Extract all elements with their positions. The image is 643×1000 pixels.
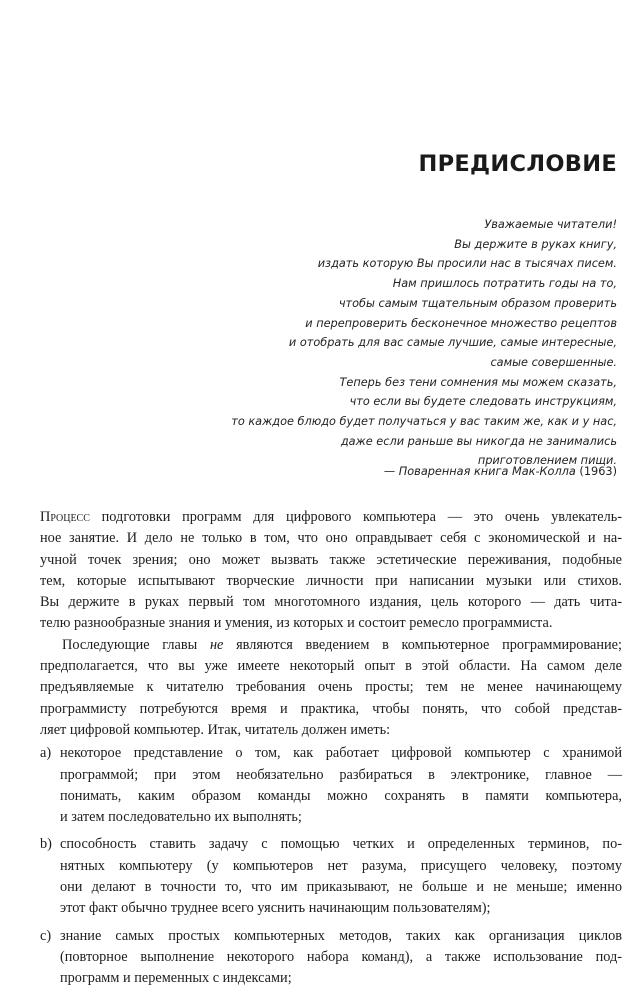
epigraph-line: чтобы самым тщательным образом проверить: [338, 296, 617, 310]
list-marker: b): [40, 836, 52, 853]
epigraph-line: то каждое блюдо будет получаться у вас таким же, как и у нас,: [231, 415, 617, 429]
text-line: программой; при этом необязательно разбираться в электронике, главное —: [60, 766, 622, 783]
text-line: телю разнообразные знания и умения, из которых и состоит ремесло программиста.: [40, 615, 553, 632]
epigraph-line: даже если раньше вы никогда не занимались: [340, 434, 617, 448]
text-line: (повторное выполнение некоторого набора команд), а также использование под-: [60, 948, 622, 965]
epigraph-line: Вы держите в руках книгу,: [454, 237, 617, 251]
epigraph-line: и перепроверить бесконечное множество рецептов: [305, 316, 617, 330]
list-item: [40, 743, 622, 828]
epigraph-line: приготовлением пищи.: [477, 454, 617, 468]
text-line: понимать, каким образом команды можно сохранять в памяти компьютера,: [60, 787, 622, 804]
paragraph-intro: [40, 507, 622, 635]
text-line: [40, 507, 622, 528]
text-line: тем, которые испытывают творческие личности при написании музыки или стихов.: [40, 572, 622, 589]
text-line: ное занятие. И дело не только в том, что оно оправдывает себя с экономической и на-: [40, 530, 622, 547]
paragraph-first-word: Процесс: [40, 509, 90, 525]
paragraph-requirements: [40, 635, 622, 741]
attribution-book: Поваренная книга Мак-Колла: [398, 465, 576, 478]
text-line: программ и переменных с индексами;: [60, 970, 292, 987]
text-line: учной точек зрения; оно может вызвать также эстетические переживания, подобные: [40, 551, 622, 568]
epigraph-line: и отобрать для вас самые лучшие, самые интересные,: [288, 336, 617, 350]
text-line: нятных компьютеру (у компьютеров нет разума, присущего человеку, поэтому: [60, 857, 622, 874]
text-line: они делают в точности то, что им приказывают, не больше и не меньше; именно: [60, 879, 622, 896]
text-line: способность ставить задачу с помощью четких и определенных терминов, по-: [60, 836, 622, 853]
text-line: некоторое представление о том, как работает цифровой компьютер с хранимой: [60, 745, 622, 762]
attribution-dash: —: [383, 465, 396, 478]
requirements-list: [40, 743, 622, 989]
epigraph-line: издать которую Вы просили нас в тысячах писем.: [317, 257, 617, 271]
text-line: этот факт обычно труднее всего уяснить начинающим пользователям);: [60, 900, 491, 917]
text-line: предполагается, что вы уже имеете некоторый опыт в этой области. На самом деле: [40, 658, 622, 675]
text-line: Вы держите в руках первый том многотомного издания, цель которого — дать чита-: [40, 594, 622, 611]
chapter-title: ПРЕДИСЛОВИЕ: [418, 151, 617, 177]
text-line: программисту потребуются время и практика, чтобы понять, что собой представ-: [40, 700, 622, 717]
epigraph-line: самые совершенные.: [490, 355, 617, 369]
emphasis-word: не: [209, 636, 224, 653]
epigraph-line: Теперь без тени сомнения мы можем сказать,: [339, 375, 617, 389]
body-text: [40, 507, 622, 996]
text-fragment: Последующие главы: [62, 636, 210, 653]
text-fragment: являются введением в компьютерное программирование;: [223, 636, 622, 653]
epigraph-line: Нам пришлось потратить годы на то,: [392, 277, 617, 291]
epigraph-attribution: [384, 465, 617, 478]
text-line: ляет цифровой компьютер. Итак, читатель должен иметь:: [40, 721, 391, 738]
text-line: знание самых простых компьютерных методов, таких как организация циклов: [60, 927, 622, 944]
text-line: [40, 635, 622, 656]
text-line: и затем последовательно их выполнять;: [60, 809, 302, 826]
epigraph-line: что если вы будете следовать инструкциям,: [349, 395, 617, 409]
text-line-rest: подготовки программ для цифрового компьютера — это очень увлекатель-: [89, 509, 622, 525]
attribution-year: (1963): [579, 465, 617, 478]
list-item: [40, 926, 622, 990]
text-line: предъявляемые к читателю требования очень просты; тем не менее начинающему: [40, 679, 622, 696]
list-marker: c): [40, 927, 52, 944]
epigraph: [57, 215, 617, 471]
epigraph-line: Уважаемые читатели!: [484, 218, 617, 231]
list-marker: a): [40, 745, 52, 762]
list-item: [40, 834, 622, 919]
